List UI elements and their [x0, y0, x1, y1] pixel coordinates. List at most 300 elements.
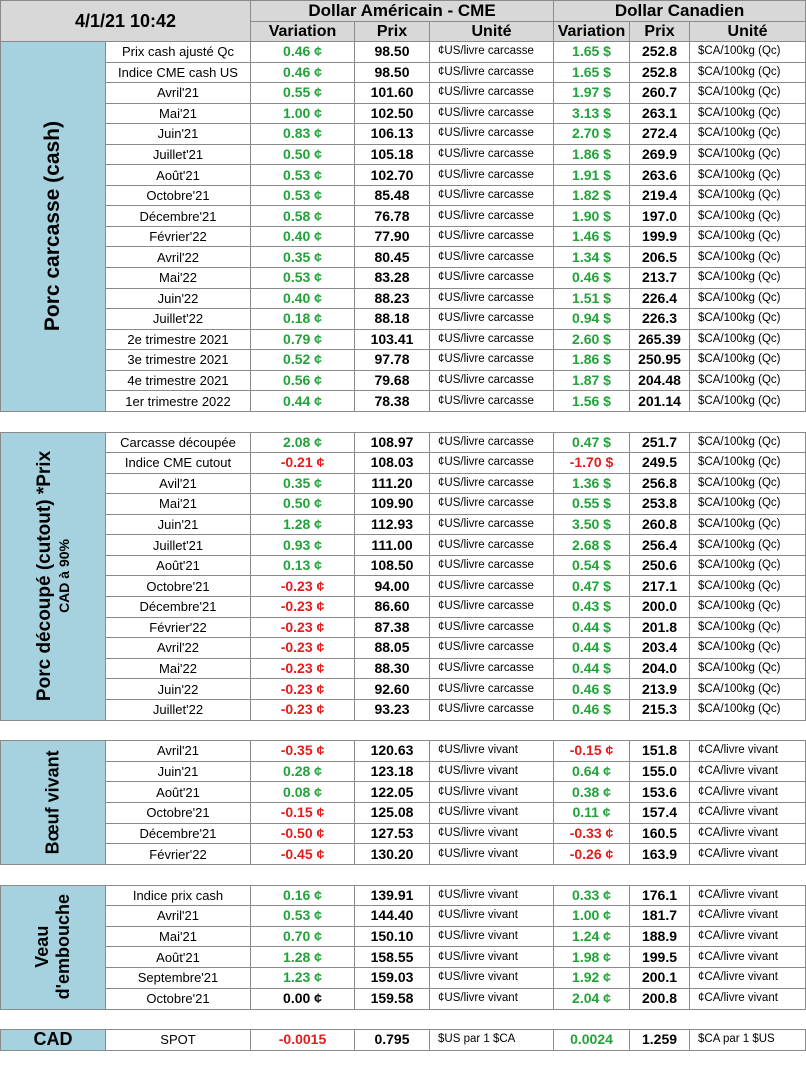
usd-unit: ¢US/livre vivant	[430, 885, 554, 906]
table-row	[1, 165, 806, 186]
cad-spot-row	[1, 1030, 806, 1051]
table-row	[1, 679, 806, 700]
usd-unit: ¢US/livre carcasse	[430, 42, 554, 63]
usd-price: 109.90	[355, 494, 430, 515]
usd-price: 111.00	[355, 535, 430, 556]
row-label: Juillet'22	[106, 309, 251, 330]
cad-variation: 1.65 $	[554, 62, 630, 83]
row-label: Octobre'21	[106, 576, 251, 597]
usd-variation: 0.13 ¢	[251, 555, 355, 576]
cad-price: 251.7	[630, 432, 690, 453]
table-row	[1, 103, 806, 124]
usd-price: 80.45	[355, 247, 430, 268]
table-row	[1, 988, 806, 1009]
cad-variation: -1.70 $	[554, 453, 630, 474]
usd-price: 0.795	[355, 1030, 430, 1051]
cad-unit: $CA/100kg (Qc)	[690, 247, 806, 268]
cad-unit: ¢CA/livre vivant	[690, 926, 806, 947]
section-title-cell	[1, 885, 106, 1009]
cad-price: 181.7	[630, 906, 690, 927]
usd-unit: ¢US/livre carcasse	[430, 185, 554, 206]
usd-unit: $US par 1 $CA	[430, 1030, 554, 1051]
row-label: Octobre'21	[106, 802, 251, 823]
cad-variation: 2.60 $	[554, 329, 630, 350]
usd-variation: 0.40 ¢	[251, 288, 355, 309]
usd-price: 101.60	[355, 83, 430, 104]
cad-variation: 1.46 $	[554, 226, 630, 247]
row-label: Avril'22	[106, 638, 251, 659]
usd-variation: -0.35 ¢	[251, 741, 355, 762]
usd-unit: ¢US/livre vivant	[430, 988, 554, 1009]
usd-variation: 0.28 ¢	[251, 761, 355, 782]
table-row	[1, 885, 806, 906]
cad-variation: 0.94 $	[554, 309, 630, 330]
usd-unit: ¢US/livre carcasse	[430, 453, 554, 474]
usd-variation: 0.16 ¢	[251, 885, 355, 906]
cad-unit: $CA/100kg (Qc)	[690, 370, 806, 391]
usd-unit: ¢US/livre vivant	[430, 844, 554, 865]
usd-unit: ¢US/livre vivant	[430, 947, 554, 968]
usd-price: 78.38	[355, 391, 430, 412]
cad-group-header: Dollar Canadien	[554, 1, 806, 22]
usd-price: 79.68	[355, 370, 430, 391]
cad-price: 260.7	[630, 83, 690, 104]
cad-variation: 1.92 ¢	[554, 968, 630, 989]
usd-price: 88.18	[355, 309, 430, 330]
cad-price: 269.9	[630, 144, 690, 165]
usd-variation: -0.23 ¢	[251, 597, 355, 618]
cad-variation: 0.64 ¢	[554, 761, 630, 782]
cad-variation: 0.44 $	[554, 638, 630, 659]
cad-price: 201.14	[630, 391, 690, 412]
cad-unit: $CA/100kg (Qc)	[690, 638, 806, 659]
usd-variation: -0.23 ¢	[251, 658, 355, 679]
cad-variation: 3.13 $	[554, 103, 630, 124]
cad-price: 215.3	[630, 699, 690, 720]
cad-variation: 1.24 ¢	[554, 926, 630, 947]
table-row	[1, 576, 806, 597]
usd-unit: ¢US/livre carcasse	[430, 494, 554, 515]
table-row	[1, 617, 806, 638]
cad-price: 250.6	[630, 555, 690, 576]
cad-price: 188.9	[630, 926, 690, 947]
cad-unit: $CA/100kg (Qc)	[690, 309, 806, 330]
cad-unit: $CA/100kg (Qc)	[690, 432, 806, 453]
usd-unit: ¢US/livre vivant	[430, 926, 554, 947]
spacer-cell	[1, 1009, 806, 1030]
row-label: Septembre'21	[106, 968, 251, 989]
usd-price: 98.50	[355, 42, 430, 63]
cad-price: 204.48	[630, 370, 690, 391]
cad-price: 253.8	[630, 494, 690, 515]
usd-variation-header: Variation	[251, 21, 355, 42]
cad-variation: 2.70 $	[554, 124, 630, 145]
table-row	[1, 432, 806, 453]
table-row	[1, 144, 806, 165]
spacer-row	[1, 1009, 806, 1030]
usd-variation: 0.40 ¢	[251, 226, 355, 247]
usd-unit: ¢US/livre carcasse	[430, 576, 554, 597]
row-label: Février'22	[106, 226, 251, 247]
usd-variation: 1.23 ¢	[251, 968, 355, 989]
cad-variation: 0.44 $	[554, 658, 630, 679]
cad-variation: 3.50 $	[554, 514, 630, 535]
cad-price: 200.1	[630, 968, 690, 989]
usd-price: 76.78	[355, 206, 430, 227]
cad-unit: $CA/100kg (Qc)	[690, 329, 806, 350]
usd-variation: 0.53 ¢	[251, 268, 355, 289]
cad-unit: ¢CA/livre vivant	[690, 906, 806, 927]
cad-price: 176.1	[630, 885, 690, 906]
cad-section-title: CAD	[1, 1030, 106, 1051]
cad-variation: 0.46 $	[554, 699, 630, 720]
cad-unit: $CA/100kg (Qc)	[690, 597, 806, 618]
cad-variation: 1.90 $	[554, 206, 630, 227]
cad-price: 226.3	[630, 309, 690, 330]
usd-price: 127.53	[355, 823, 430, 844]
usd-price: 102.70	[355, 165, 430, 186]
table-row	[1, 42, 806, 63]
usd-group-header: Dollar Américain - CME	[251, 1, 554, 22]
usd-unit: ¢US/livre carcasse	[430, 329, 554, 350]
usd-price: 83.28	[355, 268, 430, 289]
usd-variation: 1.00 ¢	[251, 103, 355, 124]
usd-variation: 0.55 ¢	[251, 83, 355, 104]
cad-variation: 1.86 $	[554, 144, 630, 165]
row-label: Avril'21	[106, 906, 251, 927]
cad-variation: 1.87 $	[554, 370, 630, 391]
usd-variation: -0.0015	[251, 1030, 355, 1051]
usd-unit: ¢US/livre carcasse	[430, 391, 554, 412]
table-row	[1, 206, 806, 227]
row-label: Décembre'21	[106, 823, 251, 844]
usd-variation: 0.53 ¢	[251, 185, 355, 206]
spacer-cell	[1, 865, 806, 886]
table-row	[1, 782, 806, 803]
cad-variation: 1.82 $	[554, 185, 630, 206]
usd-unit: ¢US/livre carcasse	[430, 83, 554, 104]
usd-variation: 0.50 ¢	[251, 144, 355, 165]
usd-unit: ¢US/livre carcasse	[430, 288, 554, 309]
row-label: Juin'21	[106, 514, 251, 535]
cad-price: 250.95	[630, 350, 690, 371]
usd-variation: -0.23 ¢	[251, 617, 355, 638]
spacer-cell	[1, 412, 806, 433]
cad-variation: 1.97 $	[554, 83, 630, 104]
usd-variation: 0.08 ¢	[251, 782, 355, 803]
cad-price: 213.7	[630, 268, 690, 289]
row-label: Mai'21	[106, 926, 251, 947]
cad-variation: 0.38 ¢	[554, 782, 630, 803]
cad-variation: 1.36 $	[554, 473, 630, 494]
cad-unit: $CA/100kg (Qc)	[690, 185, 806, 206]
usd-price: 144.40	[355, 906, 430, 927]
usd-price: 93.23	[355, 699, 430, 720]
cad-price: 199.9	[630, 226, 690, 247]
usd-variation: 0.70 ¢	[251, 926, 355, 947]
cad-variation: 1.86 $	[554, 350, 630, 371]
cad-price: 160.5	[630, 823, 690, 844]
usd-unit: ¢US/livre carcasse	[430, 535, 554, 556]
usd-unit: ¢US/livre vivant	[430, 823, 554, 844]
section-title	[43, 750, 64, 854]
usd-price: 130.20	[355, 844, 430, 865]
table-row	[1, 309, 806, 330]
usd-unit: ¢US/livre carcasse	[430, 144, 554, 165]
usd-unit: ¢US/livre carcasse	[430, 638, 554, 659]
row-label: Mai'21	[106, 103, 251, 124]
cad-unit: $CA/100kg (Qc)	[690, 473, 806, 494]
cad-variation: 1.91 $	[554, 165, 630, 186]
cad-unit: ¢CA/livre vivant	[690, 968, 806, 989]
usd-price: 92.60	[355, 679, 430, 700]
cad-variation: -0.26 ¢	[554, 844, 630, 865]
spacer-row	[1, 720, 806, 741]
usd-price: 139.91	[355, 885, 430, 906]
table-row	[1, 391, 806, 412]
cad-price: 197.0	[630, 206, 690, 227]
table-row	[1, 83, 806, 104]
cad-unit: ¢CA/livre vivant	[690, 741, 806, 762]
cad-price: 157.4	[630, 802, 690, 823]
cad-variation: 0.55 $	[554, 494, 630, 515]
usd-price: 88.23	[355, 288, 430, 309]
usd-unit: ¢US/livre carcasse	[430, 555, 554, 576]
row-label: Août'21	[106, 782, 251, 803]
table-row	[1, 823, 806, 844]
usd-variation: -0.15 ¢	[251, 802, 355, 823]
usd-variation: 0.53 ¢	[251, 906, 355, 927]
cad-unit: $CA/100kg (Qc)	[690, 350, 806, 371]
table-row	[1, 514, 806, 535]
section-title-line: Veau	[32, 925, 53, 969]
row-label: 2e trimestre 2021	[106, 329, 251, 350]
usd-price: 77.90	[355, 226, 430, 247]
row-label: Juillet'22	[106, 699, 251, 720]
cad-variation: 1.98 ¢	[554, 947, 630, 968]
usd-unit: ¢US/livre carcasse	[430, 597, 554, 618]
row-label: Août'21	[106, 165, 251, 186]
usd-unit: ¢US/livre carcasse	[430, 617, 554, 638]
cad-price: 153.6	[630, 782, 690, 803]
usd-price: 103.41	[355, 329, 430, 350]
cad-unit: ¢CA/livre vivant	[690, 844, 806, 865]
row-label: Octobre'21	[106, 185, 251, 206]
cad-price: 199.5	[630, 947, 690, 968]
cad-price: 252.8	[630, 62, 690, 83]
cad-unit: $CA/100kg (Qc)	[690, 124, 806, 145]
usd-variation: 0.46 ¢	[251, 42, 355, 63]
usd-variation: -0.23 ¢	[251, 576, 355, 597]
cad-price: 226.4	[630, 288, 690, 309]
row-label: Avril'22	[106, 247, 251, 268]
cad-unit: ¢CA/livre vivant	[690, 885, 806, 906]
table-row	[1, 947, 806, 968]
row-label: Mai'21	[106, 494, 251, 515]
cad-variation: 0.11 ¢	[554, 802, 630, 823]
table-row	[1, 226, 806, 247]
cad-variation: 2.04 ¢	[554, 988, 630, 1009]
usd-variation: 0.79 ¢	[251, 329, 355, 350]
spacer-cell	[1, 720, 806, 741]
row-label: Indice CME cash US	[106, 62, 251, 83]
usd-unit: ¢US/livre carcasse	[430, 699, 554, 720]
row-label: 4e trimestre 2021	[106, 370, 251, 391]
row-label: Mai'22	[106, 268, 251, 289]
cad-unit: ¢CA/livre vivant	[690, 988, 806, 1009]
section-title-cell	[1, 42, 106, 412]
table-row	[1, 453, 806, 474]
usd-unit: ¢US/livre carcasse	[430, 514, 554, 535]
usd-variation: 0.46 ¢	[251, 62, 355, 83]
section-title	[32, 894, 73, 999]
table-row	[1, 350, 806, 371]
usd-unit: ¢US/livre carcasse	[430, 103, 554, 124]
usd-price: 97.78	[355, 350, 430, 371]
cad-unit: $CA/100kg (Qc)	[690, 658, 806, 679]
usd-unit: ¢US/livre carcasse	[430, 268, 554, 289]
row-label: Août'21	[106, 555, 251, 576]
cad-unit: $CA/100kg (Qc)	[690, 144, 806, 165]
cad-price: 204.0	[630, 658, 690, 679]
spacer-row	[1, 865, 806, 886]
cad-variation: 1.65 $	[554, 42, 630, 63]
table-row	[1, 555, 806, 576]
usd-variation: -0.23 ¢	[251, 699, 355, 720]
cad-price: 263.1	[630, 103, 690, 124]
usd-price: 105.18	[355, 144, 430, 165]
section-title-line: Porc carcasse (cash)	[40, 121, 64, 332]
cad-price: 206.5	[630, 247, 690, 268]
section-title-cell	[1, 432, 106, 720]
row-label: Octobre'21	[106, 988, 251, 1009]
usd-variation: 0.93 ¢	[251, 535, 355, 556]
usd-unit: ¢US/livre carcasse	[430, 124, 554, 145]
usd-price: 108.50	[355, 555, 430, 576]
cad-price: 252.8	[630, 42, 690, 63]
section-title-cell	[1, 741, 106, 865]
table-row	[1, 247, 806, 268]
usd-unit: ¢US/livre vivant	[430, 906, 554, 927]
cad-price-header: Prix	[630, 21, 690, 42]
cad-variation: 0.54 $	[554, 555, 630, 576]
row-label: Avril'21	[106, 83, 251, 104]
usd-unit: ¢US/livre vivant	[430, 761, 554, 782]
usd-variation: 0.00 ¢	[251, 988, 355, 1009]
usd-unit-header: Unité	[430, 21, 554, 42]
usd-variation: 1.28 ¢	[251, 947, 355, 968]
cad-unit: ¢CA/livre vivant	[690, 802, 806, 823]
cad-price: 256.4	[630, 535, 690, 556]
usd-variation: -0.23 ¢	[251, 638, 355, 659]
usd-price: 159.03	[355, 968, 430, 989]
header-row-1	[1, 1, 806, 22]
cad-unit: $CA/100kg (Qc)	[690, 226, 806, 247]
usd-price: 122.05	[355, 782, 430, 803]
cad-variation: 0.44 $	[554, 617, 630, 638]
usd-price-header: Prix	[355, 21, 430, 42]
usd-price: 88.05	[355, 638, 430, 659]
cad-variation: 0.33 ¢	[554, 885, 630, 906]
usd-price: 86.60	[355, 597, 430, 618]
usd-price: 98.50	[355, 62, 430, 83]
usd-price: 87.38	[355, 617, 430, 638]
cad-unit: $CA/100kg (Qc)	[690, 494, 806, 515]
table-row	[1, 658, 806, 679]
usd-variation: 0.56 ¢	[251, 370, 355, 391]
table-row	[1, 473, 806, 494]
cad-variation: 1.56 $	[554, 391, 630, 412]
usd-unit: ¢US/livre carcasse	[430, 226, 554, 247]
section-title-line: Porc découpé (cutout) *Prix	[34, 450, 56, 702]
cad-unit: $CA/100kg (Qc)	[690, 391, 806, 412]
cad-price: 249.5	[630, 453, 690, 474]
cad-price: 256.8	[630, 473, 690, 494]
cad-variation-header: Variation	[554, 21, 630, 42]
cad-price: 203.4	[630, 638, 690, 659]
usd-price: 125.08	[355, 802, 430, 823]
cad-price: 200.0	[630, 597, 690, 618]
usd-unit: ¢US/livre vivant	[430, 741, 554, 762]
cad-price: 163.9	[630, 844, 690, 865]
row-label: 3e trimestre 2021	[106, 350, 251, 371]
usd-unit: ¢US/livre carcasse	[430, 658, 554, 679]
usd-price: 158.55	[355, 947, 430, 968]
cad-unit: $CA par 1 $US	[690, 1030, 806, 1051]
table-row	[1, 370, 806, 391]
table-row	[1, 699, 806, 720]
usd-price: 88.30	[355, 658, 430, 679]
usd-price: 94.00	[355, 576, 430, 597]
usd-unit: ¢US/livre carcasse	[430, 679, 554, 700]
row-label: Mai'22	[106, 658, 251, 679]
usd-variation: 0.35 ¢	[251, 473, 355, 494]
usd-price: 108.97	[355, 432, 430, 453]
timestamp: 4/1/21 10:42	[1, 1, 251, 42]
row-label: SPOT	[106, 1030, 251, 1051]
usd-unit: ¢US/livre carcasse	[430, 165, 554, 186]
cad-unit: $CA/100kg (Qc)	[690, 679, 806, 700]
table-row	[1, 968, 806, 989]
usd-unit: ¢US/livre vivant	[430, 802, 554, 823]
usd-variation: 0.58 ¢	[251, 206, 355, 227]
section-title-line: Bœuf vivant	[42, 750, 63, 855]
cad-unit: $CA/100kg (Qc)	[690, 453, 806, 474]
table-row	[1, 535, 806, 556]
cad-variation: -0.15 ¢	[554, 741, 630, 762]
row-label: Avril'21	[106, 741, 251, 762]
usd-unit: ¢US/livre carcasse	[430, 206, 554, 227]
cad-price: 217.1	[630, 576, 690, 597]
cad-unit: $CA/100kg (Qc)	[690, 83, 806, 104]
cad-variation: 1.00 ¢	[554, 906, 630, 927]
table-row	[1, 62, 806, 83]
cad-price: 201.8	[630, 617, 690, 638]
table-row	[1, 802, 806, 823]
table-row	[1, 494, 806, 515]
usd-price: 85.48	[355, 185, 430, 206]
cad-variation: -0.33 ¢	[554, 823, 630, 844]
cad-unit: $CA/100kg (Qc)	[690, 617, 806, 638]
usd-variation: -0.50 ¢	[251, 823, 355, 844]
row-label: Juin'21	[106, 761, 251, 782]
cad-unit: ¢CA/livre vivant	[690, 782, 806, 803]
row-label: Février'22	[106, 844, 251, 865]
row-label: Août'21	[106, 947, 251, 968]
usd-variation: 0.44 ¢	[251, 391, 355, 412]
usd-variation: -0.23 ¢	[251, 679, 355, 700]
cad-unit: $CA/100kg (Qc)	[690, 555, 806, 576]
